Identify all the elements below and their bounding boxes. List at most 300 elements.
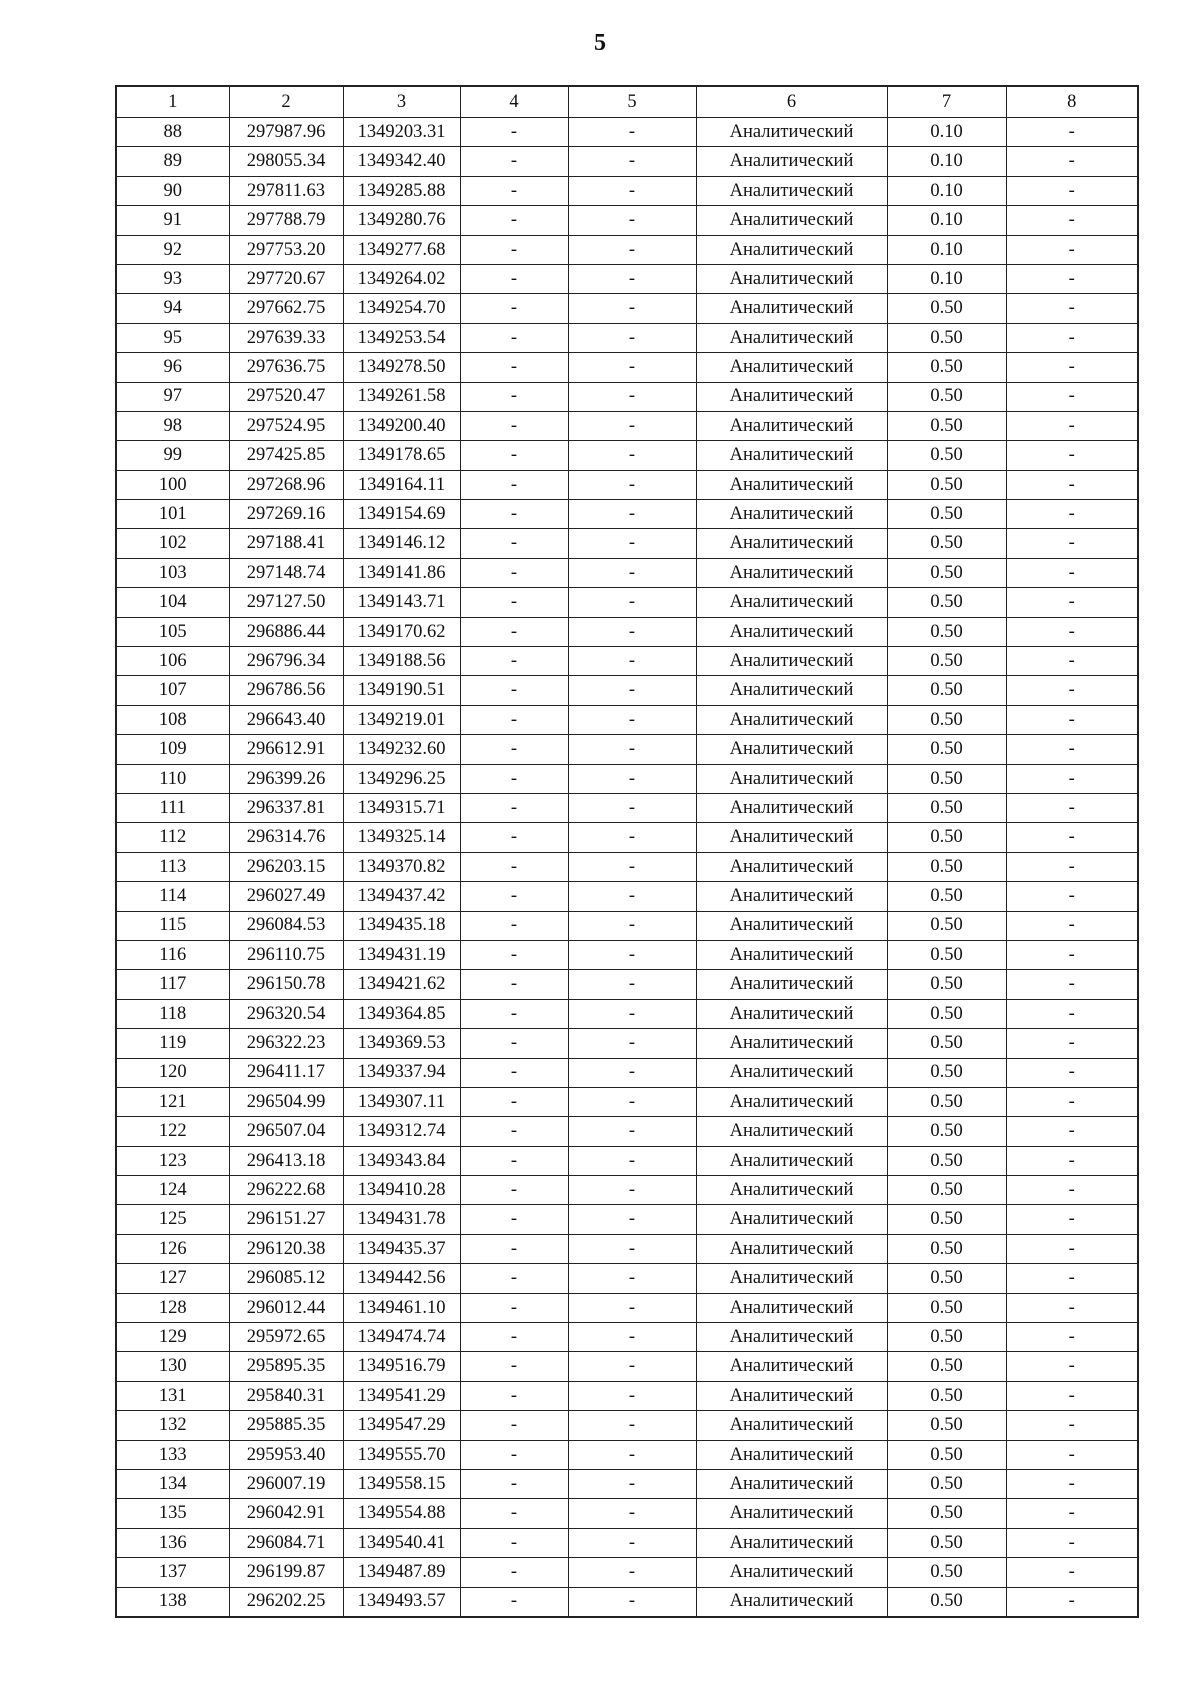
method-cell: Аналитический (696, 1528, 887, 1557)
table-row (116, 1058, 1138, 1087)
x-coordinate-cell: 296320.54 (229, 999, 343, 1028)
column-8-cell: - (1006, 852, 1138, 881)
accuracy-cell: 0.50 (887, 617, 1006, 646)
column-8-cell: - (1006, 793, 1138, 822)
column-5-cell: - (568, 1087, 696, 1116)
y-coordinate-cell: 1349431.78 (343, 1205, 460, 1234)
accuracy-cell: 0.50 (887, 470, 1006, 499)
point-number-cell: 129 (116, 1323, 229, 1352)
column-5-cell: - (568, 970, 696, 999)
point-number-cell: 103 (116, 558, 229, 587)
table-row (116, 588, 1138, 617)
point-number-cell: 122 (116, 1117, 229, 1146)
point-number-cell: 136 (116, 1528, 229, 1557)
y-coordinate-cell: 1349146.12 (343, 529, 460, 558)
column-8-cell: - (1006, 1234, 1138, 1263)
x-coordinate-cell: 296413.18 (229, 1146, 343, 1175)
table-row (116, 411, 1138, 440)
table-row (116, 1117, 1138, 1146)
point-number-cell: 102 (116, 529, 229, 558)
table-row (116, 793, 1138, 822)
accuracy-cell: 0.50 (887, 705, 1006, 734)
method-cell: Аналитический (696, 1146, 887, 1175)
x-coordinate-cell: 296085.12 (229, 1264, 343, 1293)
accuracy-cell: 0.50 (887, 1146, 1006, 1175)
column-8-cell: - (1006, 411, 1138, 440)
method-cell: Аналитический (696, 793, 887, 822)
table-row (116, 235, 1138, 264)
column-5-cell: - (568, 1323, 696, 1352)
x-coordinate-cell: 295895.35 (229, 1352, 343, 1381)
column-8-cell: - (1006, 529, 1138, 558)
column-5-cell: - (568, 1558, 696, 1587)
accuracy-cell: 0.50 (887, 1176, 1006, 1205)
column-8-cell: - (1006, 176, 1138, 205)
y-coordinate-cell: 1349203.31 (343, 118, 460, 147)
column-5-cell: - (568, 823, 696, 852)
x-coordinate-cell: 296042.91 (229, 1499, 343, 1528)
y-coordinate-cell: 1349364.85 (343, 999, 460, 1028)
column-4-cell: - (460, 1264, 568, 1293)
y-coordinate-cell: 1349277.68 (343, 235, 460, 264)
accuracy-cell: 0.50 (887, 764, 1006, 793)
column-8-cell: - (1006, 940, 1138, 969)
accuracy-cell: 0.50 (887, 735, 1006, 764)
column-4-cell: - (460, 1558, 568, 1587)
x-coordinate-cell: 296411.17 (229, 1058, 343, 1087)
point-number-cell: 132 (116, 1411, 229, 1440)
y-coordinate-cell: 1349253.54 (343, 323, 460, 352)
table-row (116, 617, 1138, 646)
accuracy-cell: 0.50 (887, 382, 1006, 411)
point-number-cell: 134 (116, 1469, 229, 1498)
point-number-cell: 95 (116, 323, 229, 352)
y-coordinate-cell: 1349547.29 (343, 1411, 460, 1440)
table-row (116, 1528, 1138, 1557)
table-row (116, 1087, 1138, 1116)
column-4-cell: - (460, 1411, 568, 1440)
column-5-cell: - (568, 793, 696, 822)
y-coordinate-cell: 1349421.62 (343, 970, 460, 999)
point-number-cell: 123 (116, 1146, 229, 1175)
point-number-cell: 90 (116, 176, 229, 205)
column-8-cell: - (1006, 1587, 1138, 1617)
column-5-cell: - (568, 323, 696, 352)
y-coordinate-cell: 1349188.56 (343, 647, 460, 676)
column-5-cell: - (568, 1381, 696, 1410)
point-number-cell: 131 (116, 1381, 229, 1410)
table-row (116, 1381, 1138, 1410)
column-5-cell: - (568, 647, 696, 676)
method-cell: Аналитический (696, 1117, 887, 1146)
x-coordinate-cell: 297127.50 (229, 588, 343, 617)
column-4-cell: - (460, 382, 568, 411)
method-cell: Аналитический (696, 235, 887, 264)
column-8-cell: - (1006, 1146, 1138, 1175)
y-coordinate-cell: 1349280.76 (343, 206, 460, 235)
method-cell: Аналитический (696, 441, 887, 470)
column-4-cell: - (460, 1469, 568, 1498)
column-4-cell: - (460, 500, 568, 529)
x-coordinate-cell: 297520.47 (229, 382, 343, 411)
x-coordinate-cell: 297188.41 (229, 529, 343, 558)
table-row (116, 382, 1138, 411)
table-body (116, 118, 1138, 1617)
method-cell: Аналитический (696, 1558, 887, 1587)
column-5-cell: - (568, 735, 696, 764)
column-5-cell: - (568, 206, 696, 235)
point-number-cell: 121 (116, 1087, 229, 1116)
column-8-cell: - (1006, 1469, 1138, 1498)
column-4-cell: - (460, 206, 568, 235)
y-coordinate-cell: 1349493.57 (343, 1587, 460, 1617)
column-8-cell: - (1006, 206, 1138, 235)
column-4-cell: - (460, 1499, 568, 1528)
y-coordinate-cell: 1349554.88 (343, 1499, 460, 1528)
table-row (116, 1234, 1138, 1263)
column-5-cell: - (568, 1117, 696, 1146)
column-4-cell: - (460, 1205, 568, 1234)
column-8-cell: - (1006, 1352, 1138, 1381)
accuracy-cell: 0.10 (887, 118, 1006, 147)
table-row (116, 353, 1138, 382)
y-coordinate-cell: 1349312.74 (343, 1117, 460, 1146)
y-coordinate-cell: 1349315.71 (343, 793, 460, 822)
table-row (116, 1469, 1138, 1498)
method-cell: Аналитический (696, 1469, 887, 1498)
point-number-cell: 120 (116, 1058, 229, 1087)
y-coordinate-cell: 1349461.10 (343, 1293, 460, 1322)
accuracy-cell: 0.50 (887, 1558, 1006, 1587)
column-header-5: 5 (568, 86, 696, 118)
x-coordinate-cell: 295953.40 (229, 1440, 343, 1469)
column-5-cell: - (568, 676, 696, 705)
method-cell: Аналитический (696, 176, 887, 205)
y-coordinate-cell: 1349541.29 (343, 1381, 460, 1410)
column-4-cell: - (460, 764, 568, 793)
x-coordinate-cell: 296643.40 (229, 705, 343, 734)
column-5-cell: - (568, 617, 696, 646)
column-4-cell: - (460, 1029, 568, 1058)
x-coordinate-cell: 297987.96 (229, 118, 343, 147)
column-5-cell: - (568, 176, 696, 205)
table-row (116, 264, 1138, 293)
accuracy-cell: 0.50 (887, 500, 1006, 529)
x-coordinate-cell: 297662.75 (229, 294, 343, 323)
point-number-cell: 114 (116, 882, 229, 911)
accuracy-cell: 0.50 (887, 940, 1006, 969)
column-header-2: 2 (229, 86, 343, 118)
x-coordinate-cell: 296151.27 (229, 1205, 343, 1234)
column-8-cell: - (1006, 235, 1138, 264)
table-row (116, 323, 1138, 352)
x-coordinate-cell: 296027.49 (229, 882, 343, 911)
x-coordinate-cell: 296199.87 (229, 1558, 343, 1587)
column-4-cell: - (460, 558, 568, 587)
x-coordinate-cell: 297636.75 (229, 353, 343, 382)
column-8-cell: - (1006, 1411, 1138, 1440)
point-number-cell: 96 (116, 353, 229, 382)
column-4-cell: - (460, 882, 568, 911)
accuracy-cell: 0.50 (887, 1381, 1006, 1410)
column-5-cell: - (568, 1469, 696, 1498)
column-8-cell: - (1006, 1558, 1138, 1587)
column-4-cell: - (460, 470, 568, 499)
column-4-cell: - (460, 1528, 568, 1557)
x-coordinate-cell: 296796.34 (229, 647, 343, 676)
table-row (116, 1587, 1138, 1617)
column-8-cell: - (1006, 588, 1138, 617)
point-number-cell: 118 (116, 999, 229, 1028)
column-8-cell: - (1006, 676, 1138, 705)
method-cell: Аналитический (696, 529, 887, 558)
column-4-cell: - (460, 1440, 568, 1469)
table-row (116, 1558, 1138, 1587)
method-cell: Аналитический (696, 1205, 887, 1234)
point-number-cell: 100 (116, 470, 229, 499)
accuracy-cell: 0.50 (887, 441, 1006, 470)
x-coordinate-cell: 296120.38 (229, 1234, 343, 1263)
column-8-cell: - (1006, 911, 1138, 940)
x-coordinate-cell: 297639.33 (229, 323, 343, 352)
y-coordinate-cell: 1349431.19 (343, 940, 460, 969)
x-coordinate-cell: 297148.74 (229, 558, 343, 587)
column-4-cell: - (460, 970, 568, 999)
column-8-cell: - (1006, 1264, 1138, 1293)
column-5-cell: - (568, 1499, 696, 1528)
column-8-cell: - (1006, 1381, 1138, 1410)
column-5-cell: - (568, 411, 696, 440)
x-coordinate-cell: 296203.15 (229, 852, 343, 881)
method-cell: Аналитический (696, 264, 887, 293)
x-coordinate-cell: 296322.23 (229, 1029, 343, 1058)
table-row (116, 882, 1138, 911)
x-coordinate-cell: 297524.95 (229, 411, 343, 440)
column-5-cell: - (568, 147, 696, 176)
column-4-cell: - (460, 147, 568, 176)
accuracy-cell: 0.50 (887, 323, 1006, 352)
method-cell: Аналитический (696, 470, 887, 499)
x-coordinate-cell: 295885.35 (229, 1411, 343, 1440)
method-cell: Аналитический (696, 852, 887, 881)
column-4-cell: - (460, 1146, 568, 1175)
table-row (116, 558, 1138, 587)
method-cell: Аналитический (696, 999, 887, 1028)
point-number-cell: 105 (116, 617, 229, 646)
table-row (116, 970, 1138, 999)
point-number-cell: 133 (116, 1440, 229, 1469)
method-cell: Аналитический (696, 294, 887, 323)
column-8-cell: - (1006, 323, 1138, 352)
column-4-cell: - (460, 1587, 568, 1617)
table-row (116, 1352, 1138, 1381)
column-5-cell: - (568, 764, 696, 793)
point-number-cell: 94 (116, 294, 229, 323)
y-coordinate-cell: 1349516.79 (343, 1352, 460, 1381)
point-number-cell: 98 (116, 411, 229, 440)
point-number-cell: 107 (116, 676, 229, 705)
table-row (116, 1264, 1138, 1293)
column-5-cell: - (568, 529, 696, 558)
x-coordinate-cell: 296886.44 (229, 617, 343, 646)
column-4-cell: - (460, 1058, 568, 1087)
column-4-cell: - (460, 1323, 568, 1352)
column-4-cell: - (460, 647, 568, 676)
accuracy-cell: 0.50 (887, 1323, 1006, 1352)
accuracy-cell: 0.50 (887, 353, 1006, 382)
method-cell: Аналитический (696, 1323, 887, 1352)
table-row (116, 176, 1138, 205)
accuracy-cell: 0.50 (887, 823, 1006, 852)
accuracy-cell: 0.50 (887, 793, 1006, 822)
y-coordinate-cell: 1349296.25 (343, 764, 460, 793)
point-number-cell: 116 (116, 940, 229, 969)
accuracy-cell: 0.50 (887, 999, 1006, 1028)
column-8-cell: - (1006, 558, 1138, 587)
accuracy-cell: 0.50 (887, 1117, 1006, 1146)
column-5-cell: - (568, 1029, 696, 1058)
accuracy-cell: 0.50 (887, 676, 1006, 705)
y-coordinate-cell: 1349190.51 (343, 676, 460, 705)
column-4-cell: - (460, 1293, 568, 1322)
column-4-cell: - (460, 735, 568, 764)
method-cell: Аналитический (696, 353, 887, 382)
accuracy-cell: 0.50 (887, 647, 1006, 676)
table-row (116, 940, 1138, 969)
accuracy-cell: 0.50 (887, 882, 1006, 911)
method-cell: Аналитический (696, 1176, 887, 1205)
x-coordinate-cell: 296399.26 (229, 764, 343, 793)
column-4-cell: - (460, 176, 568, 205)
accuracy-cell: 0.10 (887, 235, 1006, 264)
table-row (116, 676, 1138, 705)
y-coordinate-cell: 1349143.71 (343, 588, 460, 617)
y-coordinate-cell: 1349261.58 (343, 382, 460, 411)
column-8-cell: - (1006, 823, 1138, 852)
y-coordinate-cell: 1349285.88 (343, 176, 460, 205)
column-5-cell: - (568, 1587, 696, 1617)
method-cell: Аналитический (696, 118, 887, 147)
column-4-cell: - (460, 1234, 568, 1263)
point-number-cell: 119 (116, 1029, 229, 1058)
column-5-cell: - (568, 353, 696, 382)
accuracy-cell: 0.50 (887, 1411, 1006, 1440)
x-coordinate-cell: 295840.31 (229, 1381, 343, 1410)
column-8-cell: - (1006, 147, 1138, 176)
y-coordinate-cell: 1349154.69 (343, 500, 460, 529)
column-8-cell: - (1006, 882, 1138, 911)
x-coordinate-cell: 295972.65 (229, 1323, 343, 1352)
column-4-cell: - (460, 294, 568, 323)
accuracy-cell: 0.50 (887, 294, 1006, 323)
column-8-cell: - (1006, 970, 1138, 999)
accuracy-cell: 0.50 (887, 1293, 1006, 1322)
y-coordinate-cell: 1349342.40 (343, 147, 460, 176)
point-number-cell: 88 (116, 118, 229, 147)
method-cell: Аналитический (696, 1440, 887, 1469)
column-5-cell: - (568, 1176, 696, 1205)
column-8-cell: - (1006, 118, 1138, 147)
y-coordinate-cell: 1349325.14 (343, 823, 460, 852)
point-number-cell: 111 (116, 793, 229, 822)
table-row (116, 206, 1138, 235)
y-coordinate-cell: 1349555.70 (343, 1440, 460, 1469)
column-5-cell: - (568, 294, 696, 323)
column-4-cell: - (460, 1176, 568, 1205)
table-row (116, 294, 1138, 323)
x-coordinate-cell: 297753.20 (229, 235, 343, 264)
column-4-cell: - (460, 588, 568, 617)
column-4-cell: - (460, 852, 568, 881)
column-4-cell: - (460, 676, 568, 705)
table-row (116, 470, 1138, 499)
point-number-cell: 126 (116, 1234, 229, 1263)
column-header-7: 7 (887, 86, 1006, 118)
accuracy-cell: 0.10 (887, 147, 1006, 176)
y-coordinate-cell: 1349141.86 (343, 558, 460, 587)
column-8-cell: - (1006, 1528, 1138, 1557)
point-number-cell: 99 (116, 441, 229, 470)
column-header-4: 4 (460, 86, 568, 118)
column-5-cell: - (568, 235, 696, 264)
x-coordinate-cell: 297425.85 (229, 441, 343, 470)
x-coordinate-cell: 296507.04 (229, 1117, 343, 1146)
x-coordinate-cell: 297269.16 (229, 500, 343, 529)
point-number-cell: 108 (116, 705, 229, 734)
x-coordinate-cell: 296786.56 (229, 676, 343, 705)
column-4-cell: - (460, 705, 568, 734)
x-coordinate-cell: 296314.76 (229, 823, 343, 852)
column-5-cell: - (568, 999, 696, 1028)
y-coordinate-cell: 1349278.50 (343, 353, 460, 382)
method-cell: Аналитический (696, 1499, 887, 1528)
column-5-cell: - (568, 1528, 696, 1557)
table-row (116, 911, 1138, 940)
y-coordinate-cell: 1349410.28 (343, 1176, 460, 1205)
accuracy-cell: 0.50 (887, 1205, 1006, 1234)
y-coordinate-cell: 1349254.70 (343, 294, 460, 323)
table-row (116, 1440, 1138, 1469)
column-4-cell: - (460, 793, 568, 822)
column-8-cell: - (1006, 1440, 1138, 1469)
y-coordinate-cell: 1349442.56 (343, 1264, 460, 1293)
column-8-cell: - (1006, 264, 1138, 293)
table-row (116, 705, 1138, 734)
method-cell: Аналитический (696, 588, 887, 617)
method-cell: Аналитический (696, 676, 887, 705)
column-5-cell: - (568, 118, 696, 147)
y-coordinate-cell: 1349164.11 (343, 470, 460, 499)
column-5-cell: - (568, 1146, 696, 1175)
column-header-6: 6 (696, 86, 887, 118)
y-coordinate-cell: 1349264.02 (343, 264, 460, 293)
point-number-cell: 92 (116, 235, 229, 264)
column-5-cell: - (568, 852, 696, 881)
point-number-cell: 112 (116, 823, 229, 852)
method-cell: Аналитический (696, 882, 887, 911)
table-row (116, 1499, 1138, 1528)
x-coordinate-cell: 297811.63 (229, 176, 343, 205)
header-row (116, 86, 1138, 118)
column-8-cell: - (1006, 735, 1138, 764)
y-coordinate-cell: 1349558.15 (343, 1469, 460, 1498)
column-5-cell: - (568, 382, 696, 411)
table-row (116, 118, 1138, 147)
y-coordinate-cell: 1349337.94 (343, 1058, 460, 1087)
column-4-cell: - (460, 118, 568, 147)
method-cell: Аналитический (696, 940, 887, 969)
column-4-cell: - (460, 1087, 568, 1116)
